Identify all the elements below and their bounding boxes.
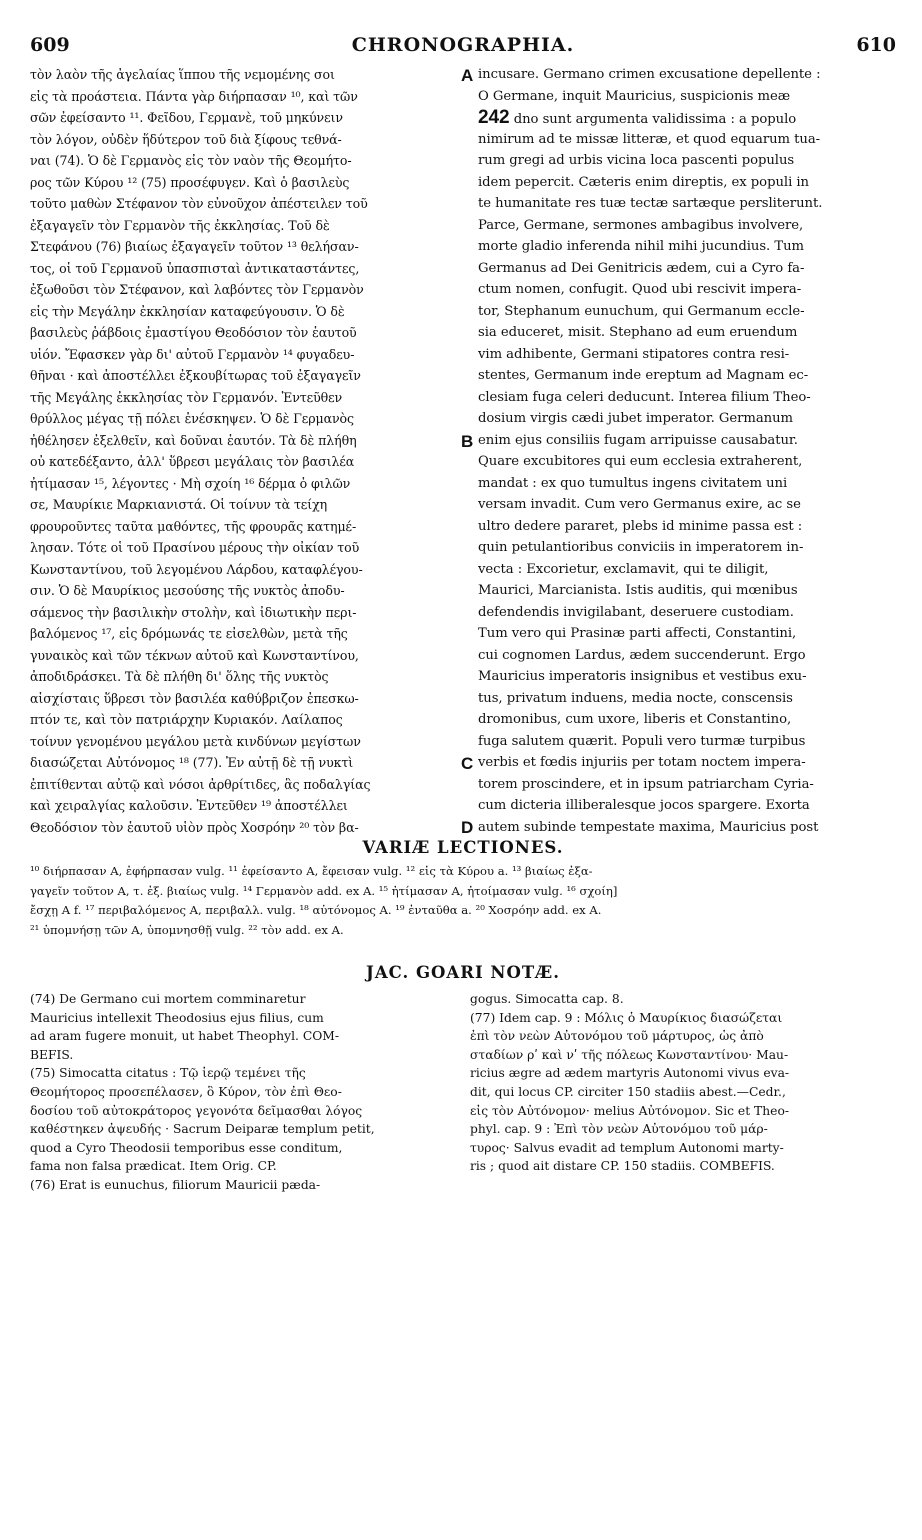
greek-text-line: τος, οἱ τοῦ Γερμανοῦ ὑπασπισταὶ ἀντικαταστάντες, <box>30 260 360 276</box>
greek-text-line: γυναικὸς καὶ τῶν τέκνων αὐτοῦ καὶ Κωνσταντίνου, <box>30 647 359 663</box>
note-line: δοσίου τοῦ αὐτοκράτορος γεγονότα δεῖμασθαι λόγος <box>30 1103 363 1118</box>
greek-text-line: σε, Μαυρίκιε Μαρκιανιστά. Οἱ τοίνυν τὰ τείχη <box>30 497 328 512</box>
greek-text-line: σιν. Ὁ δὲ Μαυρίκιος μεσούσης τῆς νυκτὸς ἀποδυ- <box>30 583 345 598</box>
greek-text-line: εἰς τὴν Μεγάλην ἐκκλησίαν καταφεύγουσιν. Ὁ δὲ <box>30 303 345 319</box>
latin-text-column <box>478 64 896 838</box>
latin-text-line: Quare excubitores qui eum ecclesia extraherent, <box>478 454 803 469</box>
greek-text-line: υἱόν. Ἔφασκεν γὰρ δι' αὐτοῦ Γερμανὸν ¹⁴ φυγαδευ- <box>30 346 355 362</box>
note-line: fama non falsa prædicat. Item Orig. CP. <box>30 1159 277 1174</box>
note-line: ad aram fugere monuit, ut habet Theophyl. COM- <box>30 1029 340 1044</box>
margin-letter-b: B <box>461 432 474 451</box>
greek-text-line: τὸν λαὸν τῆς ἀγελαίας ἵππου τῆς νεμομένης σοι <box>30 67 335 82</box>
variant-reading-line: ²¹ ὑπομνήσῃ τῶν A, ὑπομνησθῇ vulg. ²² τὸν add. ex A. <box>30 922 344 937</box>
variant-reading-line: ¹⁰ διήρπασαν A, ἐφήρπασαν vulg. ¹¹ ἐφείσαντο A, ἔφεισαν vulg. ¹² εἰς τὰ Κύρου a. ¹³ βιαίως ἐξα- <box>30 864 593 878</box>
greek-text-line: ἀποδιδράσκει. Τὰ δὲ πλήθη δι' ὅλης τῆς νυκτὸς <box>30 669 329 684</box>
latin-text-line: dosium virgis cædi jubet imperator. Germanum <box>478 411 794 426</box>
greek-text-line: ἠτίμασαν ¹⁵, λέγοντες · Μὴ σχοίη ¹⁶ δέρμα ὁ φιλῶν <box>30 475 351 491</box>
latin-text-line: nimirum ad te missæ litteræ, et quod equarum tua- <box>478 131 821 147</box>
latin-text-line: rum gregi ad urbis vicina loca pascenti populus <box>478 153 795 168</box>
greek-text-line: σῶν ἐφείσαντο ¹¹. Φεῖδου, Γερμανὲ, τοῦ μηκύνειν <box>30 110 343 125</box>
greek-text-line: λησαν. Τότε οἱ τοῦ Πρασίνου μέρους τὴν οἰκίαν τοῦ <box>30 540 360 555</box>
notes-right-column <box>470 990 896 1176</box>
greek-text-line: ἐπιτίθενται αὐτῷ καὶ νόσοι ἀρθρίτιδες, ἃς ποδαλγίας <box>30 776 371 792</box>
greek-text-line: τῆς Μεγάλης ἐκκλησίας τὸν Γερμανόν. Ἐντεῦθεν <box>30 389 343 405</box>
right-page-number: 610 <box>856 34 896 56</box>
variae-lectiones-title: VARIÆ LECTIONES. <box>362 838 564 857</box>
greek-text-column <box>30 64 460 838</box>
note-line: (74) De Germano cui mortem comminaretur <box>30 992 306 1006</box>
latin-text-line: clesiam fuga celeri deducunt. Interea filium Theo- <box>478 389 811 405</box>
page-header <box>30 34 896 56</box>
latin-text-line: fuga salutem quærit. Populi vero turmæ turpibus <box>478 733 806 749</box>
notae-title: JAC. GOARI NOTÆ. <box>366 963 560 982</box>
greek-text-line: εἰς τὰ προάστεια. Πάντα γὰρ διήρπασαν ¹⁰, καὶ τῶν <box>30 88 358 104</box>
variant-reading-line: γαγεῖν τοῦτον A, τ. ἐξ. βιαίως vulg. ¹⁴ Γερμανὸν add. ex A. ¹⁵ ἠτίμασαν A, ἠτοίμασαν vulg. ¹⁶ σχοίη] <box>30 883 618 898</box>
margin-letter-a: A <box>461 66 474 85</box>
latin-text-line: Tum vero qui Prasinæ parti affecti, Constantini, <box>478 626 797 641</box>
note-line: gogus. Simocatta cap. 8. <box>470 992 624 1006</box>
latin-text-line: morte gladio inferenda nihil mihi jucundius. Tum <box>478 239 804 254</box>
note-line: (75) Simocatta citatus : Τῷ ἱερῷ τεμένει τῆς <box>30 1066 306 1081</box>
latin-text-fragment: dno sunt argumenta validissima : a populo <box>513 112 797 127</box>
latin-text-line: verbis et fœdis injuriis per totam noctem impera- <box>478 755 806 770</box>
greek-text-line: διασώζεται Αὐτόνομος ¹⁸ (77). Ἐν αὐτῇ δὲ τῇ νυκτὶ <box>30 755 354 770</box>
latin-text-line: te humanitate res tuæ tectæ sartæque persliterunt. <box>478 196 823 211</box>
note-line: (77) Idem cap. 9 : Μόλις ὁ Μαυρίκιος διασώζεται <box>470 1010 783 1025</box>
notes-left-column <box>30 990 448 1195</box>
note-line: ricius ægre ad ædem martyris Autonomi vivus eva- <box>470 1066 790 1081</box>
latin-text-line: incusare. Germano crimen excusatione depellente : <box>478 67 821 82</box>
note-line: τυρος· Salvus evadit ad templum Autonomi marty- <box>470 1140 784 1155</box>
greek-text-line: θρύλλος μέγας τῇ πόλει ἐνέσκηψεν. Ὁ δὲ Γερμανὸς <box>30 411 354 426</box>
greek-text-line: Θεοδόσιον τὸν ἑαυτοῦ υἱὸν πρὸς Χοσρόην ²⁰ τὸν βα- <box>30 819 359 835</box>
latin-text-line: quin petulantioribus conviciis in imperatorem in- <box>478 540 804 555</box>
latin-text-line: autem subinde tempestate maxima, Mauricius post <box>478 819 819 835</box>
latin-text-line: tor, Stephanum eunuchum, qui Germanum eccle- <box>478 303 805 319</box>
latin-text-line: Maurici, Marcianista. Istis auditis, qui mœnibus <box>478 583 798 598</box>
latin-text-line: mandat : ex quo tumultus ingens civitatem uni <box>478 475 788 491</box>
greek-text-line: βαλόμενος ¹⁷, εἰς δρόμωνάς τε εἰσελθὼν, μετὰ τῆς <box>30 626 348 641</box>
latin-text-line: idem pepercit. Cæteris enim direptis, ex populi in <box>478 174 809 190</box>
note-line: BEFIS. <box>30 1047 74 1062</box>
note-line: σταδίων ρʹ καὶ νʹ τῆς πόλεως Κωνσταντίνου· Mau- <box>470 1047 789 1062</box>
latin-text-line: Parce, Germane, sermones ambagibus involvere, <box>478 217 804 233</box>
latin-text-line: sia educeret, misit. Stephano ad eum eruendum <box>478 325 798 340</box>
variae-lectiones <box>30 862 896 940</box>
greek-text-line: θῆναι · καὶ ἀποστέλλει ἐξκουβίτωρας τοῦ ἐξαγαγεῖν <box>30 368 361 383</box>
left-page-number: 609 <box>30 34 70 56</box>
note-line: καθέστηκεν ἀψευδής · Sacrum Deiparæ templum petit, <box>30 1122 375 1137</box>
note-line: ris ; quod ait distare CP. 150 stadiis. COMBEFIS. <box>470 1159 775 1174</box>
greek-text-line: αἰσχίσταις ὕβρεσι τὸν βασιλέα καθύβριζον ἐπεσκω- <box>30 690 359 706</box>
latin-text-line: vim adhibente, Germani stipatores contra resi- <box>478 346 790 362</box>
note-line: quod a Cyro Theodosii temporibus esse conditum, <box>30 1140 343 1155</box>
greek-text-line: ἐξαγαγεῖν τὸν Γερμανὸν τῆς ἐκκλησίας. Τοῦ δὲ <box>30 217 330 233</box>
note-line: Θεομήτορος προσεπέλασεν, ὃ Κύρον, τὸν ἐπὶ Θεο- <box>30 1084 342 1099</box>
latin-text-line: defendendis invigilabant, deseruere custodiam. <box>478 604 794 620</box>
note-line: phyl. cap. 9 : Ἐπὶ τὸν νεὼν Αὐτονόμου τοῦ μάρ- <box>470 1122 768 1137</box>
note-line: Mauricius intellexit Theodosius ejus filius, cum <box>30 1010 324 1025</box>
greek-text-line: ρος τῶν Κύρου ¹² (75) προσέφυγεν. Καὶ ὁ βασιλεὺς <box>30 174 350 190</box>
greek-text-line: σάμενος τὴν βασιλικὴν στολὴν, καὶ ἰδιωτικὴν περι- <box>30 604 357 620</box>
latin-text-line: enim ejus consiliis fugam arripuisse causabatur. <box>478 432 798 448</box>
note-line: dit, qui locus CP. circiter 150 stadiis abest.—Cedr., <box>470 1084 786 1099</box>
latin-text-line: cui cognomen Lardus, ædem succenderunt. Ergo <box>478 647 806 663</box>
latin-text-line <box>478 107 896 129</box>
latin-text-line: dromonibus, cum uxore, liberis et Constantino, <box>478 712 792 727</box>
latin-text-line: vecta : Excorietur, exclamavit, qui te diligit, <box>478 561 769 577</box>
greek-text-line: καὶ χειραλγίας καλοῦσιν. Ἐντεῦθεν ¹⁹ ἀποστέλλει <box>30 798 348 813</box>
greek-text-line: τὸν λόγον, οὐδὲν ἥδύτερον τοῦ διὰ ξίφους τεθνά- <box>30 131 342 147</box>
margin-letter-c: C <box>461 754 474 773</box>
greek-text-line: βασιλεὺς ῥάβδοις ἐμαστίγου Θεοδόσιον τὸν ἑαυτοῦ <box>30 325 357 340</box>
greek-text-line: οὐ κατεδέξαντο, ἀλλ' ὕβρεσι μεγάλαις τὸν βασιλέα <box>30 454 355 469</box>
greek-text-line: τοῦτο μαθὼν Στέφανον τὸν εὐνοῦχον ἀπέστειλεν τοῦ <box>30 196 368 211</box>
greek-text-line: ναι (74). Ὁ δὲ Γερμανὸς εἰς τὸν ναὸν τῆς Θεομήτο- <box>30 153 352 168</box>
greek-text-line: φρουροῦντες ταῦτα μαθόντες, τῆς φρουρᾶς κατημέ- <box>30 518 357 534</box>
note-line: εἰς τὸν Αὐτόνομον· melius Αὐτόνομον. Sic et Theo- <box>470 1103 790 1118</box>
greek-text-line: Στεφάνου (76) βιαίως ἐξαγαγεῖν τοῦτον ¹³ θελήσαν- <box>30 239 359 254</box>
latin-text-line: tus, privatum induens, media nocte, conscensis <box>478 690 793 706</box>
latin-text-line: O Germane, inquit Mauricius, suspicionis meæ <box>478 88 791 104</box>
note-line: (76) Erat is eunuchus, filiorum Mauricii pæda- <box>30 1177 321 1192</box>
latin-text-line: Mauricius imperatoris insignibus et vestibus exu- <box>478 669 807 684</box>
column-number: 242 <box>478 107 510 128</box>
greek-text-line: ἠθέλησεν ἐξελθεῖν, καὶ δοῦναι ἑαυτόν. Τὰ δὲ πλήθη <box>30 432 357 448</box>
margin-letter-d: D <box>461 818 474 837</box>
latin-text-line: ultro dedere pararet, plebs id minime passa est : <box>478 518 803 534</box>
latin-text-line: ctum nomen, confugit. Quod ubi rescivit impera- <box>478 282 802 297</box>
greek-text-line: πτόν τε, καὶ τὸν πατριάρχην Κυριακόν. Λαίλαπος <box>30 712 343 727</box>
note-line: ἐπὶ τὸν νεὼν Αὐτονόμου τοῦ μάρτυρος, ὡς ἀπὸ <box>470 1029 764 1044</box>
latin-text-line: versam invadit. Cum vero Germanus exire, ac se <box>478 497 801 512</box>
latin-text-line: Germanus ad Dei Genitricis ædem, cui a Cyro fa- <box>478 260 805 276</box>
greek-text-line: τοίνυν γενομένου μεγάλου μετὰ κινδύνων μεγίστων <box>30 733 361 749</box>
running-title: CHRONOGRAPHIA. <box>351 34 575 56</box>
variant-reading-line: ἔσχῃ A f. ¹⁷ περιβαλόμενος A, περιβαλλ. vulg. ¹⁸ αὐτόνομος A. ¹⁹ ἐνταῦθα a. ²⁰ Χοσρόην add. ex A. <box>30 903 602 917</box>
latin-text-line: cum dicteria illiberalesque jocos spargere. Exorta <box>478 798 810 813</box>
latin-text-line: torem proscindere, et in ipsum patriarcham Cyria- <box>478 776 814 792</box>
latin-text-line: stentes, Germanum inde ereptum ad Magnam ec- <box>478 368 809 383</box>
greek-text-line: ἐξωθοῦσι τὸν Στέφανον, καὶ λαβόντες τὸν Γερμανὸν <box>30 282 364 297</box>
greek-text-line: Κωνσταντίνου, τοῦ λεγομένου Λάρδου, καταφλέγου- <box>30 561 363 577</box>
